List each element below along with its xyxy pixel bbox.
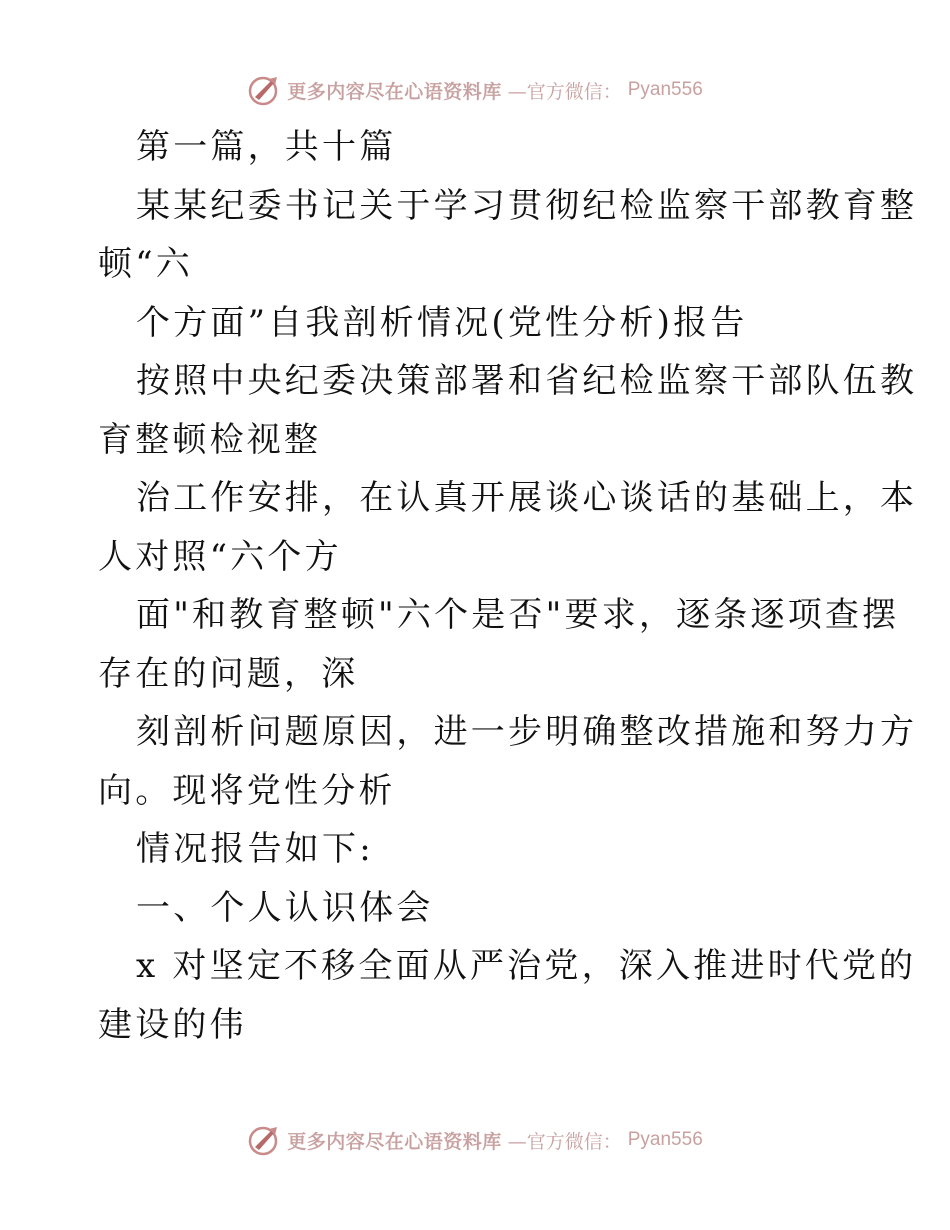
header-watermark bbox=[0, 70, 950, 110]
quill-pen-icon bbox=[247, 1123, 281, 1157]
text-line: x 对坚定不移全面从严治党，深入推进时代党的 bbox=[136, 946, 917, 986]
text-line: 建设的伟 bbox=[98, 1004, 247, 1045]
watermark-wechat-id: Pyan556 bbox=[627, 79, 703, 100]
text-line: 治工作安排，在认真开展谈心谈话的基础上，本 bbox=[136, 478, 918, 518]
text-line: 一、个人认识体会 bbox=[136, 887, 434, 928]
document-body bbox=[98, 118, 918, 1054]
text-line: 按照中央纪委决策部署和省纪检监察干部队伍教 bbox=[136, 361, 918, 401]
text-line: 情况报告如下: bbox=[136, 829, 374, 869]
watermark-title: 更多内容尽在心语资料库 bbox=[287, 1130, 502, 1153]
watermark-title: 更多内容尽在心语资料库 bbox=[287, 80, 502, 103]
text-line: 某某纪委书记关于学习贯彻纪检监察干部教育整 bbox=[136, 185, 918, 226]
watermark-label: —官方微信： bbox=[507, 80, 622, 103]
footer-watermark bbox=[0, 1120, 950, 1160]
text-line: 人对照“六个方 bbox=[98, 536, 342, 577]
text-line: 第一篇，共十篇 bbox=[136, 127, 397, 167]
text-line: 向。现将党性分析 bbox=[98, 770, 396, 811]
text-line: 存在的问题，深 bbox=[98, 653, 359, 694]
watermark-label: —官方微信： bbox=[507, 1130, 622, 1153]
text-line: 育整顿检视整 bbox=[98, 419, 322, 460]
text-line: 刻剖析问题原因，进一步明确整改措施和努力方 bbox=[136, 712, 918, 752]
quill-pen-icon bbox=[247, 73, 281, 107]
text-line: 面"和教育整顿"六个是否"要求，逐条逐项查摆 bbox=[136, 595, 900, 635]
watermark-wechat-id: Pyan556 bbox=[627, 1129, 703, 1150]
text-line: 顿“六 bbox=[98, 244, 193, 284]
text-line: 个方面”自我剖析情况(党性分析)报告 bbox=[136, 302, 748, 343]
